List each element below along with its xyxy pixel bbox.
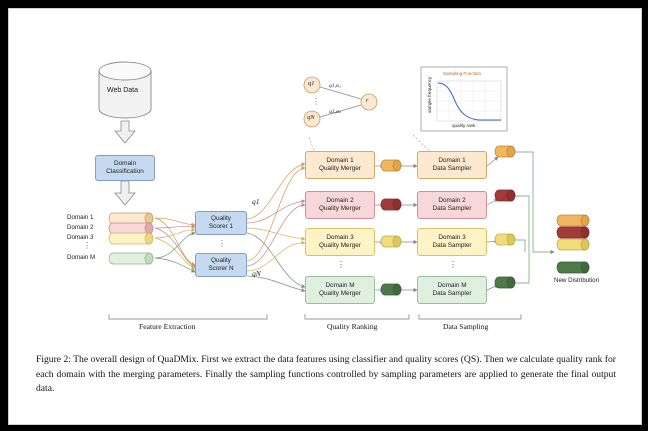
merge-inset-node-q1: q1	[308, 80, 315, 87]
scorer-output-q1: q1	[252, 197, 260, 206]
domain-label-1: Domain 1	[67, 214, 94, 221]
domain-1-quality-merger: Domain 1 Quality Merger	[305, 151, 375, 179]
merger-vdots: ⋮	[337, 260, 346, 269]
domain-1-data-sampler: Domain 1 Data Sampler	[417, 151, 487, 179]
scorer-output-qn: qN	[252, 269, 261, 278]
domain-3-data-sampler: Domain 3 Data Sampler	[417, 228, 487, 256]
quality-scorer-n-node: Quality Scorer N	[195, 253, 247, 277]
domain-label-3: Domain 3	[67, 234, 94, 241]
section-label-quality-ranking: Quality Ranking	[327, 322, 378, 331]
domain-cylinders	[109, 213, 153, 264]
domain-3-quality-merger: Domain 3 Quality Merger	[305, 228, 375, 256]
sampled-cylinders	[495, 146, 515, 288]
sampling-inset-plot	[421, 67, 507, 131]
web-data-label: Web Data	[107, 87, 138, 94]
section-brackets	[109, 314, 521, 319]
merged-cylinders	[381, 160, 401, 295]
domain-label-m: Domain M	[67, 254, 96, 261]
new-distribution-cylinders	[557, 215, 589, 273]
domain-2-data-sampler: Domain 2 Data Sampler	[417, 191, 487, 219]
section-label-data-sampling: Data Sampling	[443, 322, 489, 331]
merge-inset-node-r: r	[366, 97, 369, 104]
merge-inset-edge-label-n: q1,αₙ	[329, 109, 342, 115]
sampling-inset-ylabel: sample frequency	[427, 76, 432, 113]
domain-m-quality-merger: Domain M Quality Merger	[305, 276, 375, 304]
new-distribution-label: New Distribution	[554, 277, 600, 284]
domain-vdots: ⋮	[83, 241, 92, 250]
scorer-vdots: ⋮	[218, 239, 227, 248]
sampler-vdots: ⋮	[449, 260, 458, 269]
paper-sheet	[8, 8, 642, 425]
sampling-inset-xlabel: quality rank	[452, 123, 476, 128]
caption-text: The overall design of QuaDMix. First we extract the data features using classifier and quality scores (QS). Then we calculate quality rank for each domain with the merging parameters. Finally the sampling functions controlled by sampling parameters are applied to generate the final output data.	[36, 354, 616, 395]
domain-classification-node: Domain Classification	[95, 155, 155, 181]
sampling-inset-title: Sampling Function	[443, 71, 482, 76]
domain-m-data-sampler: Domain M Data Sampler	[417, 276, 487, 304]
figure-caption	[36, 353, 616, 397]
merge-inset-vdots: ⋮	[312, 97, 321, 106]
caption-label: Figure 2:	[36, 354, 71, 365]
figure-quadmix-design	[9, 9, 641, 339]
merge-inset-node-qn: qN	[307, 114, 315, 121]
domain-label-2: Domain 2	[67, 224, 94, 231]
section-label-feature-extraction: Feature Extraction	[139, 322, 196, 331]
merge-inset-edge-label-1: q1,α₁	[329, 83, 341, 89]
domain-2-quality-merger: Domain 2 Quality Merger	[305, 191, 375, 219]
quality-scorer-1-node: Quality Scorer 1	[195, 211, 247, 235]
